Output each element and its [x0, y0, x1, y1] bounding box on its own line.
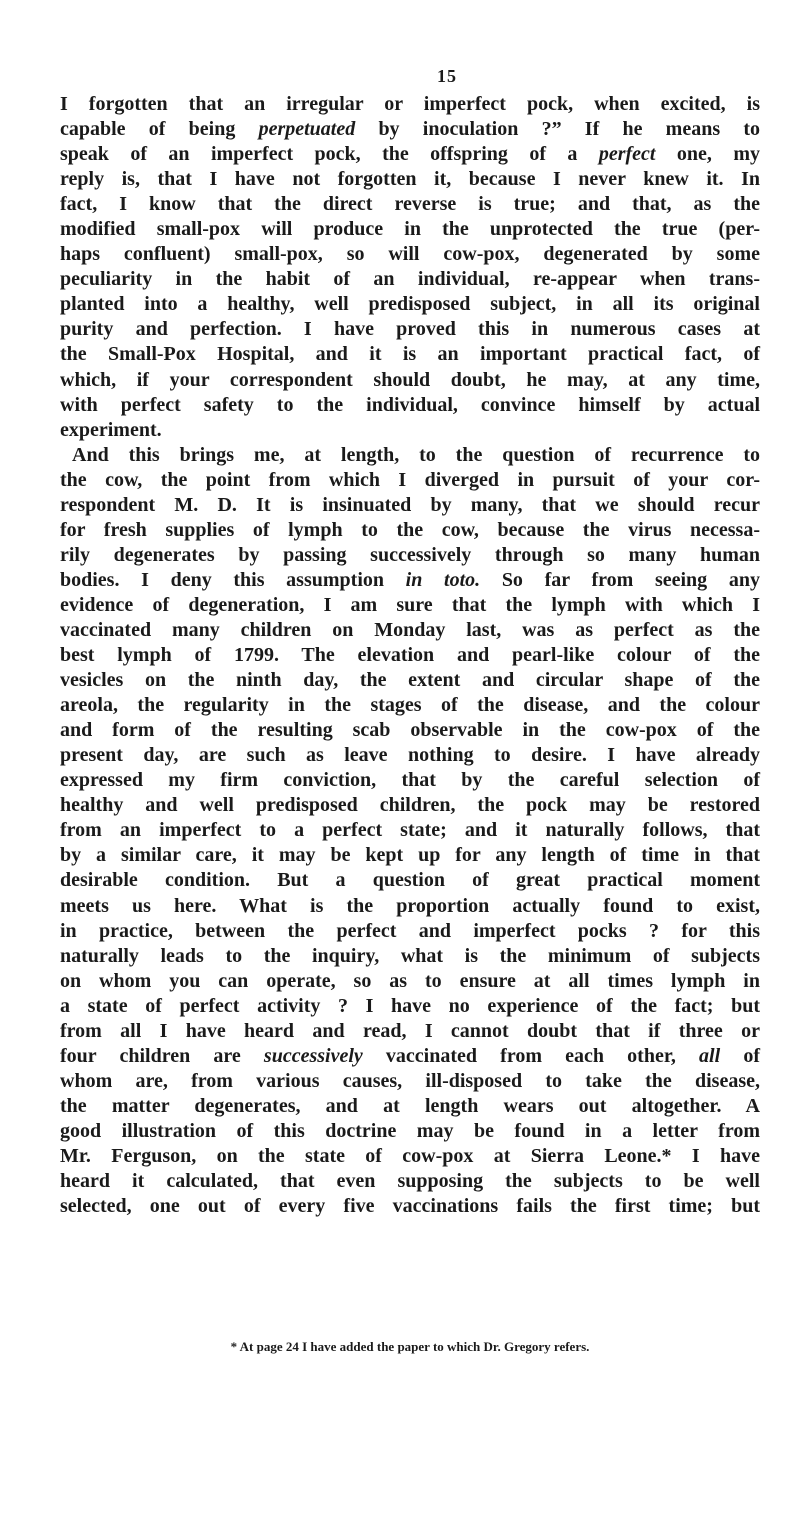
- text-run: which, if your correspondent should doubt, he may, at any time,: [60, 368, 760, 391]
- italic-text: perfect: [598, 143, 656, 166]
- text-line: [60, 568, 760, 593]
- text-run: for fresh supplies of lymph to the cow, because the virus necessa-: [60, 518, 760, 541]
- text-run: vaccinated many children on Monday last, was as perfect as the: [60, 618, 760, 641]
- text-line: [60, 1044, 760, 1069]
- text-run: experiment.: [60, 418, 162, 441]
- text-run: evidence of degeneration, I am sure that the lymph with which I: [60, 593, 760, 616]
- text-line: [60, 643, 760, 668]
- text-line: [60, 443, 760, 468]
- text-line: [60, 342, 760, 367]
- text-line: [60, 919, 760, 944]
- text-line: [60, 292, 760, 317]
- text-run: one, my: [655, 143, 760, 166]
- text-run: and form of the resulting scab observable in the cow-pox of the: [60, 719, 760, 742]
- text-line: [60, 393, 760, 418]
- text-line: [60, 693, 760, 718]
- text-run: on whom you can operate, so as to ensure at all times lymph in: [60, 969, 760, 992]
- text-run: areola, the regularity in the stages of the disease, and the colour: [60, 694, 760, 717]
- text-run: haps confluent) small-pox, so will cow-pox, degenerated by some: [60, 243, 760, 266]
- text-run: in practice, between the perfect and imperfect pocks ? for this: [60, 919, 760, 942]
- body-text: [60, 92, 760, 1219]
- page-number: 15: [437, 66, 457, 86]
- text-run: expressed my firm conviction, that by the careful selection of: [60, 769, 760, 792]
- text-run: Mr. Ferguson, on the state of cow-pox at Sierra Leone.* I have: [60, 1144, 760, 1167]
- text-run: the Small-Pox Hospital, and it is an important practical fact, of: [60, 343, 760, 366]
- text-line: [60, 718, 760, 743]
- text-line: [60, 543, 760, 568]
- text-line: [60, 1069, 760, 1094]
- text-line: [60, 944, 760, 969]
- text-run: the cow, the point from which I diverged in pursuit of your cor-: [60, 468, 760, 491]
- text-line: [60, 217, 760, 242]
- text-line: [60, 368, 760, 393]
- text-line: [60, 92, 760, 117]
- text-line: [60, 1119, 760, 1144]
- text-run: fact, I know that the direct reverse is true; and that, as the: [60, 193, 760, 216]
- italic-text: successively: [263, 1044, 363, 1067]
- italic-text: in toto.: [405, 568, 481, 591]
- text-run: bodies. I deny this assumption: [60, 568, 406, 591]
- text-run: naturally leads to the inquiry, what is the minimum of subjects: [60, 944, 760, 967]
- text-line: [60, 1094, 760, 1119]
- text-run: present day, are such as leave nothing to desire. I have already: [60, 744, 760, 767]
- text-run: by a similar care, it may be kept up for any length of time in that: [60, 844, 760, 867]
- text-run: vaccinated from each other,: [362, 1044, 700, 1067]
- text-line: [60, 493, 760, 518]
- text-line: [60, 142, 760, 167]
- footnote: * At page 24 I have added the paper to which Dr. Gregory refers.: [230, 1339, 590, 1354]
- text-run: good illustration of this doctrine may be found in a letter from: [60, 1119, 760, 1142]
- text-run: by inoculation ?” If he means to: [355, 118, 760, 141]
- text-run: the matter degenerates, and at length wears out altogether. A: [60, 1094, 760, 1117]
- text-line: [60, 618, 760, 643]
- text-line: [60, 969, 760, 994]
- text-run: four children are: [60, 1044, 264, 1067]
- text-run: peculiarity in the habit of an individual, re-appear when trans-: [60, 268, 760, 291]
- text-line: [60, 267, 760, 292]
- text-line: [60, 868, 760, 893]
- text-line: [60, 167, 760, 192]
- text-run: modified small-pox will produce in the unprotected the true (per-: [60, 218, 760, 241]
- text-run: healthy and well predisposed children, the pock may be restored: [60, 794, 760, 817]
- text-run: selected, one out of every five vaccinations fails the first time; but: [60, 1195, 760, 1218]
- text-line: [60, 518, 760, 543]
- text-run: So far from seeing any: [480, 568, 760, 591]
- text-line: [60, 117, 760, 142]
- text-run: heard it calculated, that even supposing the subjects to be well: [60, 1170, 760, 1193]
- text-line: [60, 1169, 760, 1194]
- text-run: speak of an imperfect pock, the offspring of a: [60, 143, 599, 166]
- text-line: [60, 242, 760, 267]
- text-line: [60, 1019, 760, 1044]
- italic-text: perpetuated: [258, 118, 356, 141]
- text-run: of: [720, 1044, 760, 1067]
- text-run: I forgotten that an irregular or imperfect pock, when excited, is: [60, 93, 760, 115]
- text-run: rily degenerates by passing successively through so many human: [60, 543, 760, 566]
- text-run: respondent M. D. It is insinuated by many, that we should recur: [60, 493, 760, 516]
- text-line: [60, 743, 760, 768]
- text-line: [60, 418, 760, 443]
- text-run: capable of being: [60, 118, 259, 141]
- text-line: [60, 768, 760, 793]
- text-run: vesicles on the ninth day, the extent and circular shape of the: [60, 669, 760, 692]
- text-run: from all I have heard and read, I cannot doubt that if three or: [60, 1019, 760, 1042]
- text-run: desirable condition. But a question of great practical moment: [60, 869, 760, 892]
- text-run: reply is, that I have not forgotten it, because I never knew it. In: [60, 168, 760, 191]
- text-run: whom are, from various causes, ill-disposed to take the disease,: [60, 1069, 760, 1092]
- text-line: [60, 894, 760, 919]
- text-run: planted into a healthy, well predisposed subject, in all its original: [60, 293, 760, 316]
- text-line: [60, 818, 760, 843]
- text-run: a state of perfect activity ? I have no experience of the fact; but: [60, 994, 760, 1017]
- text-line: [60, 593, 760, 618]
- italic-text: all: [699, 1044, 721, 1067]
- text-line: [60, 793, 760, 818]
- text-line: [60, 1194, 760, 1219]
- text-line: [60, 843, 760, 868]
- text-run: best lymph of 1799. The elevation and pearl-like colour of the: [60, 644, 760, 667]
- text-run: And this brings me, at length, to the question of recurrence to: [72, 443, 760, 466]
- text-line: [60, 994, 760, 1019]
- text-run: from an imperfect to a perfect state; and it naturally follows, that: [60, 819, 760, 842]
- text-line: [60, 317, 760, 342]
- text-run: with perfect safety to the individual, convince himself by actual: [60, 393, 760, 416]
- text-line: [60, 192, 760, 217]
- text-run: meets us here. What is the proportion actually found to exist,: [60, 894, 760, 917]
- text-line: [60, 668, 760, 693]
- text-line: [60, 468, 760, 493]
- text-run: purity and perfection. I have proved this in numerous cases at: [60, 318, 760, 341]
- text-line: [60, 1144, 760, 1169]
